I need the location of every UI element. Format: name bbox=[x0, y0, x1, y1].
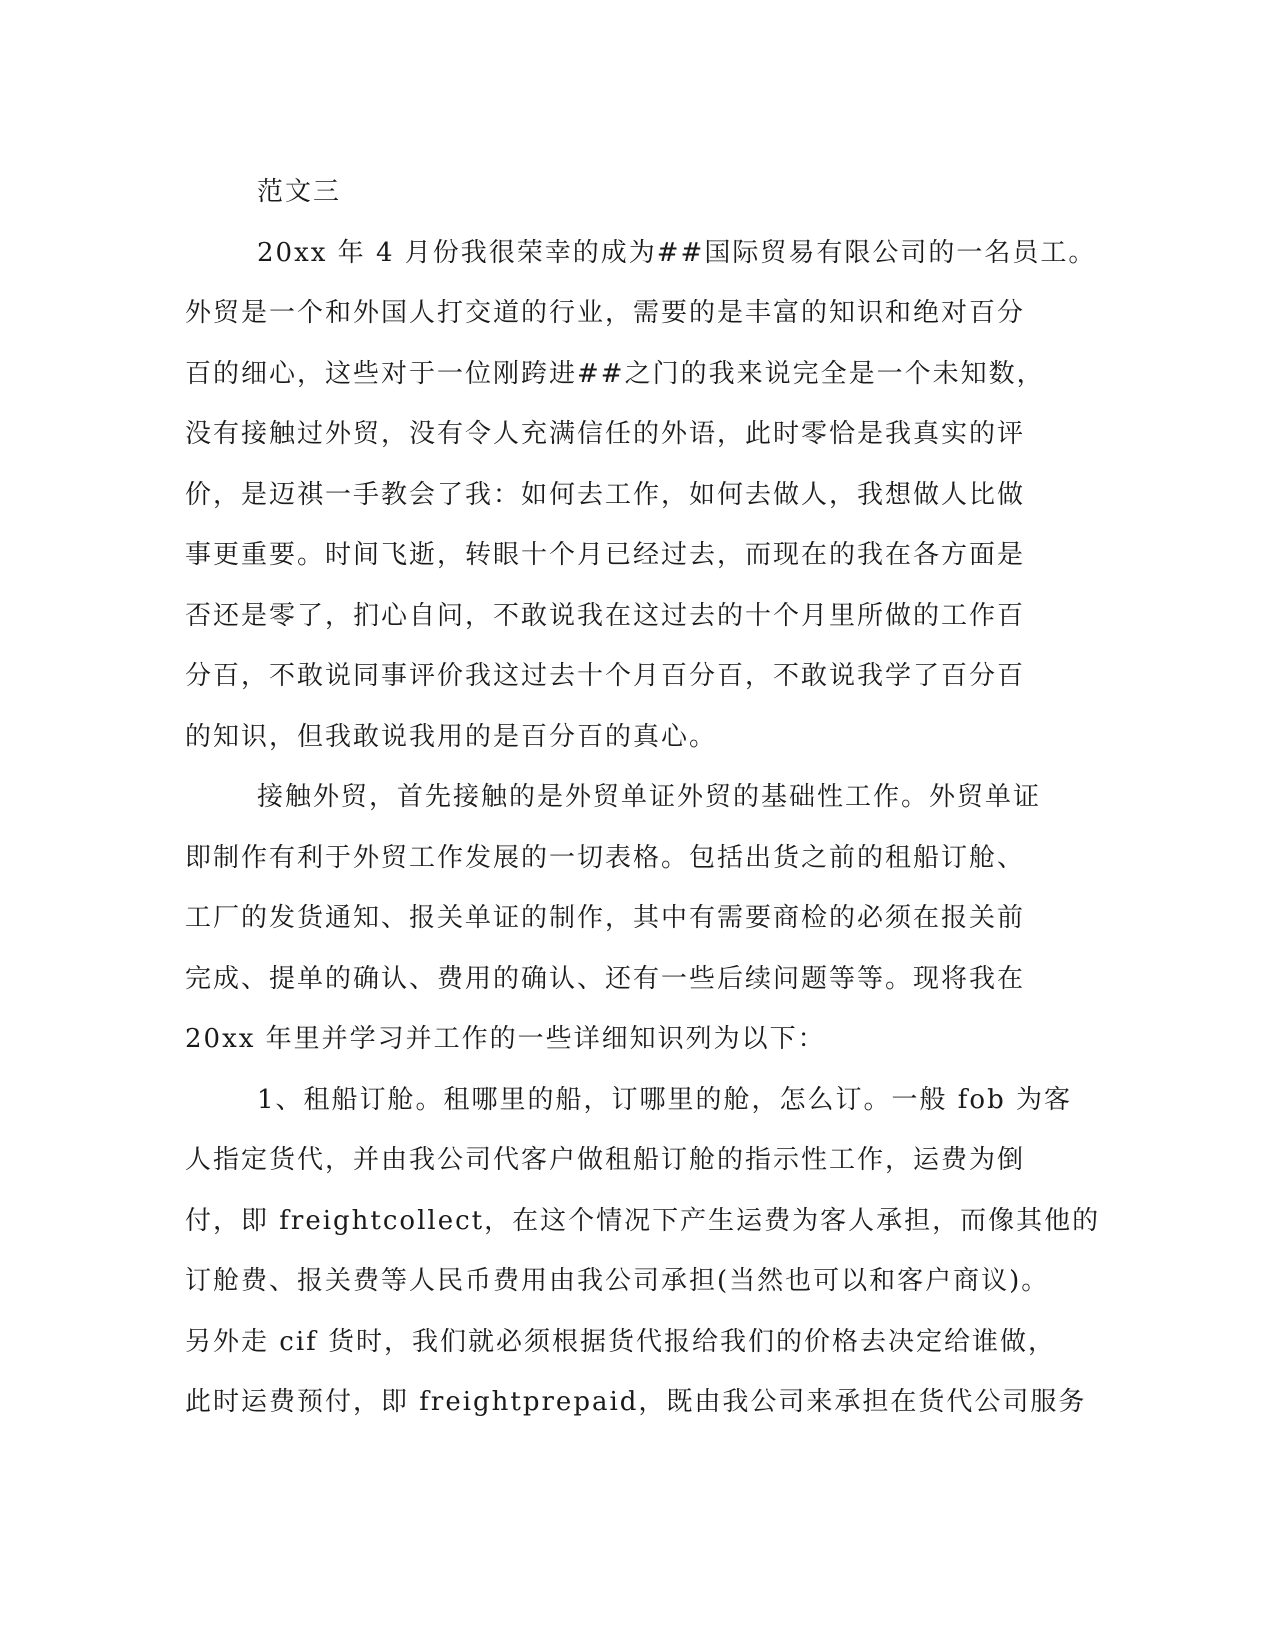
paragraph-line: 没有接触过外贸，没有令人充满信任的外语，此时零恰是我真实的评 bbox=[185, 419, 1026, 449]
paragraph-line: 的知识，但我敢说我用的是百分百的真心。 bbox=[185, 721, 718, 752]
paragraph-line: 价，是迈祺一手教会了我：如何去工作，如何去做人，我想做人比做 bbox=[185, 479, 1026, 510]
body-text bbox=[185, 162, 1101, 1433]
paragraph-line: 百的细心，这些对于一位刚跨进##之门的我来说完全是一个未知数， bbox=[185, 358, 1045, 389]
paragraph-line: 外贸是一个和外国人打交道的行业，需要的是丰富的知识和绝对百分 bbox=[185, 298, 1026, 328]
paragraph-line: 工厂的发货通知、报关单证的制作，其中有需要商检的必须在报关前 bbox=[185, 903, 1026, 933]
paragraph-line: 事更重要。时间飞逝，转眼十个月已经过去，而现在的我在各方面是 bbox=[185, 540, 1026, 570]
paragraph-line: 分百，不敢说同事评价我这过去十个月百分百，不敢说我学了百分百 bbox=[185, 661, 1026, 691]
paragraph-line: 此时运费预付，即 freightprepaid，既由我公司来承担在货代公司服务 bbox=[185, 1387, 1087, 1417]
paragraph-line: 1、租船订舱。租哪里的船，订哪里的舱，怎么订。一般 fob 为客 bbox=[257, 1084, 1072, 1115]
paragraph-line: 即制作有利于外贸工作发展的一切表格。包括出货之前的租船订舱、 bbox=[185, 842, 1026, 873]
paragraph-line: 20xx 年 4 月份我很荣幸的成为##国际贸易有限公司的一名员工。 bbox=[257, 237, 1097, 268]
paragraph-line: 付，即 freightcollect，在这个情况下产生运费为客人承担，而像其他的 bbox=[185, 1205, 1101, 1236]
paragraph-line: 另外走 cif 货时，我们就必须根据货代报给我们的价格去决定给谁做， bbox=[185, 1326, 1057, 1357]
paragraph-line: 完成、提单的确认、费用的确认、还有一些后续问题等等。现将我在 bbox=[185, 963, 1026, 994]
paragraph-line: 否还是零了，扪心自问，不敢说我在这过去的十个月里所做的工作百 bbox=[185, 600, 1026, 631]
paragraph-line: 接触外贸，首先接触的是外贸单证外贸的基础性工作。外贸单证 bbox=[257, 782, 1042, 812]
paragraph-line: 20xx 年里并学习并工作的一些详细知识列为以下： bbox=[185, 1024, 826, 1054]
paragraph-line: 订舱费、报关费等人民币费用由我公司承担(当然也可以和客户商议)。 bbox=[185, 1266, 1050, 1296]
section-heading: 范文三 bbox=[257, 177, 342, 207]
paragraph-line: 人指定货代，并由我公司代客户做租船订舱的指示性工作，运费为倒 bbox=[185, 1145, 1026, 1175]
